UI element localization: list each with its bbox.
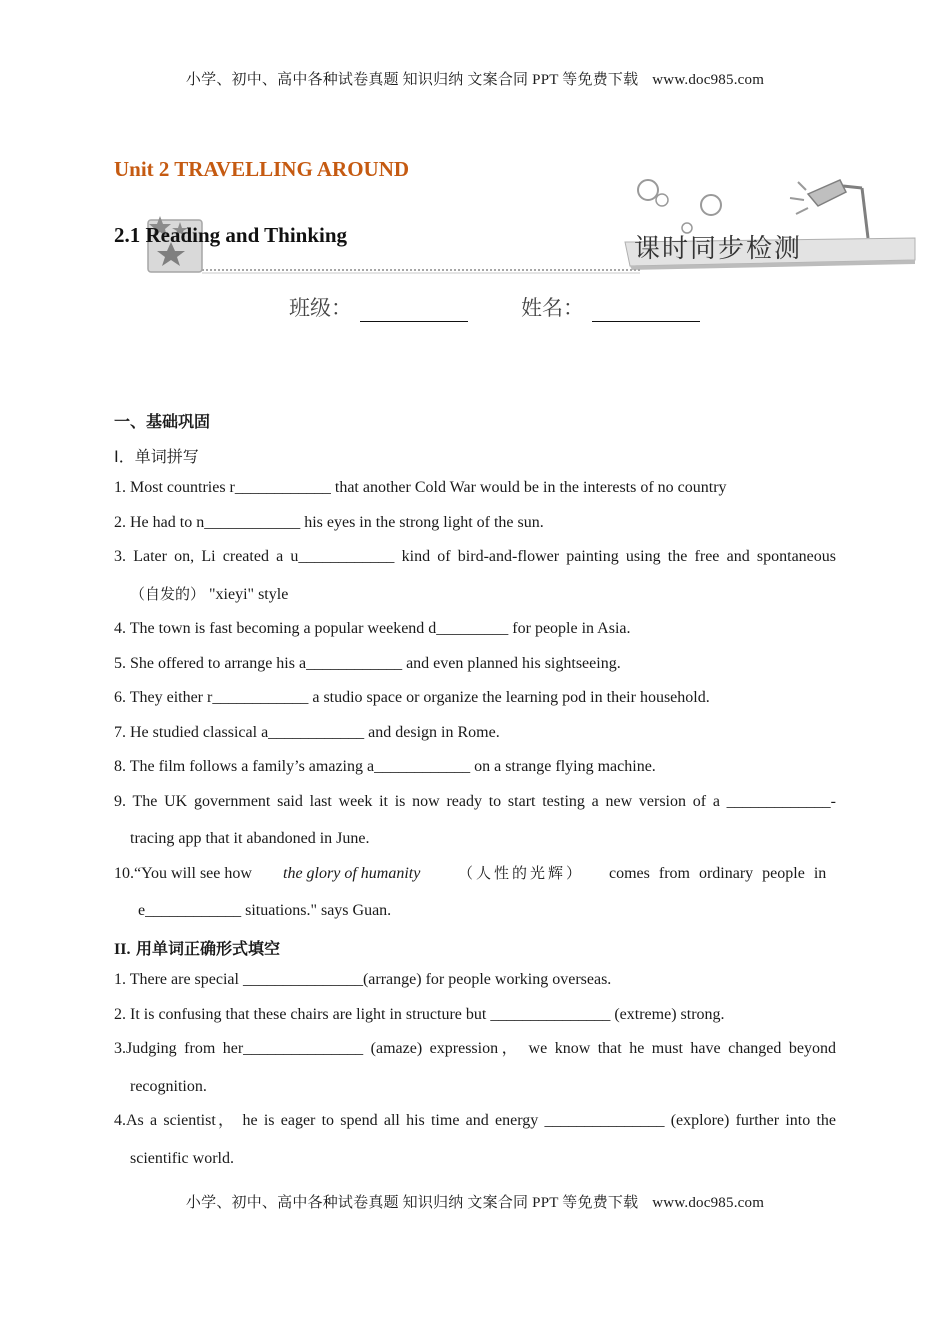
bubble-icons [638,180,721,233]
name-blank[interactable] [592,299,700,322]
part2-title [114,936,280,959]
question-1-2: 2. He had to n____________ his eyes in the strong light of the sun. [114,514,544,531]
question-1-4: 4. The town is fast becoming a popular weekend d_________ for people in Asia. [114,620,631,637]
class-field[interactable] [289,292,468,322]
question-2-2: 2. It is confusing that these chairs are light in structure but _______________ (extreme) strong. [114,1006,725,1023]
question-1-3-continued [130,586,288,603]
question-2-4: 4.As a scientist， he is eager to spend all his time and energy _______________ (explore) further into the [114,1112,836,1129]
class-label: 班级： [289,296,352,320]
question-1-3: 3. Later on, Li created a u____________ kind of bird-and-flower painting using the free and spontaneous [114,548,836,565]
name-field[interactable] [521,292,700,322]
page-header [0,68,950,89]
question-1-3-cn-note: （自发的） [130,585,206,603]
footer-url: www.doc985.com [652,1195,765,1211]
question-1-3-end: "xieyi" style [209,586,289,603]
class-blank[interactable] [360,299,468,322]
question-2-4-continued: scientific world. [130,1150,234,1167]
part2-title-roman: II. [114,941,131,958]
question-1-10-end: comes from ordinary people in [609,865,827,882]
part2-title-cn: 用单词正确形式填空 [136,939,281,958]
question-1-10-italic: the glory of humanity [283,865,421,882]
header-url: www.doc985.com [652,72,765,88]
question-2-3-continued: recognition. [130,1078,207,1095]
question-1-5: 5. She offered to arrange his a____________ and even planned his sightseeing. [114,655,621,672]
page-footer [0,1191,950,1212]
name-label: 姓名： [521,296,584,320]
question-2-1: 1. There are special _______________(arrange) for people working overseas. [114,971,612,988]
question-1-9-continued: tracing app that it abandoned in June. [130,830,370,847]
banner-title: 课时同步检测 [634,234,803,264]
question-1-9: 9. The UK government said last week it is now ready to start testing a new version of a _____________- [114,793,836,810]
question-1-10-continued: e____________ situations." says Guan. [138,902,392,919]
question-1-6: 6. They either r____________ a studio space or organize the learning pod in their household. [114,689,710,706]
question-1-1: 1. Most countries r____________ that another Cold War would be in the interests of no country [114,479,727,496]
footer-text: 小学、初中、高中各种试卷真题 知识归纳 文案合同 PPT 等免费下载 [185,1195,639,1211]
unit-title: Unit 2 TRAVELLING AROUND [114,157,410,181]
question-1-10-cn-note: （人性的光辉） [458,864,585,882]
part1-title: I．单词拼写 [114,447,199,466]
question-1-10-start: 10.“You will see how [114,865,252,882]
question-1-7: 7. He studied classical a____________ and design in Rome. [114,724,500,741]
question-2-3: 3.Judging from her_______________ (amaze) expression， we know that he must have changed beyond [114,1040,836,1057]
header-text: 小学、初中、高中各种试卷真题 知识归纳 文案合同 PPT 等免费下载 [185,72,639,88]
section-title: 一、基础巩固 [114,412,211,431]
question-1-8: 8. The film follows a family’s amazing a____________ on a strange flying machine. [114,758,656,775]
lesson-title: 2.1 Reading and Thinking [114,223,348,247]
